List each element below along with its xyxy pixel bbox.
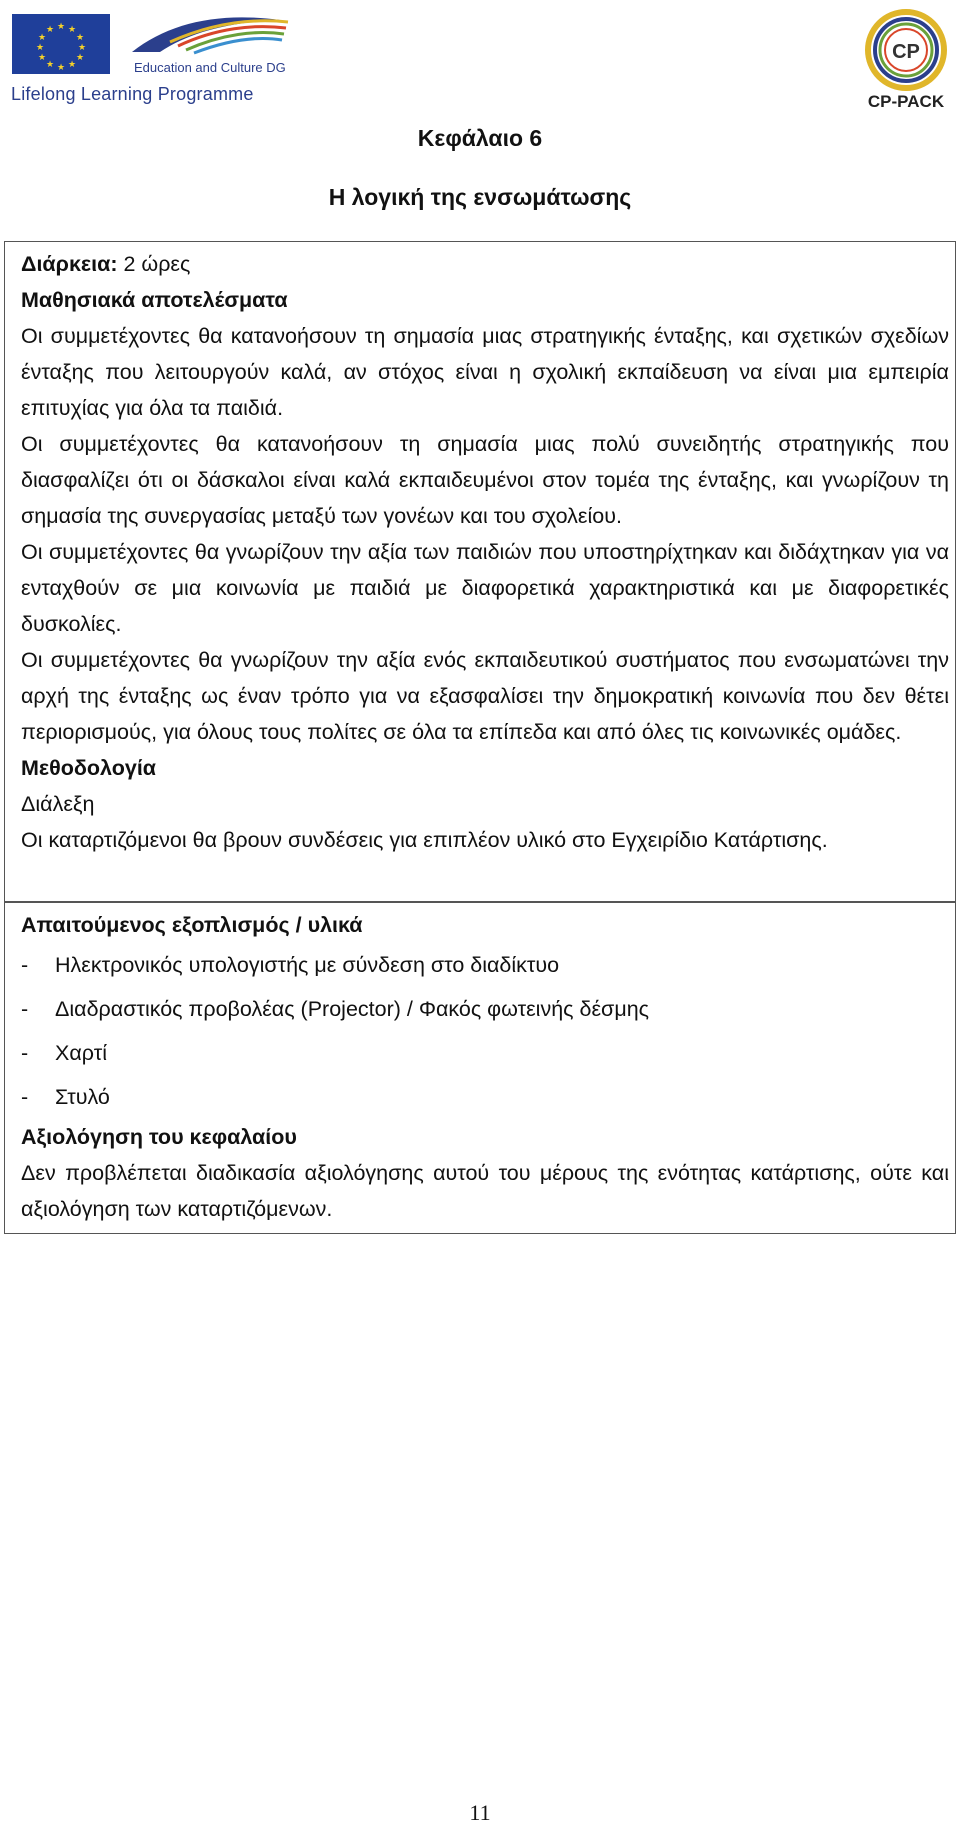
duration-value: 2 ώρες [117,252,191,276]
bullet-dash: - [21,1085,29,1109]
equipment-heading: Απαιτούμενος εξοπλισμός / υλικά [21,913,363,937]
svg-text:★: ★ [35,43,45,53]
duration-label: Διάρκεια: [21,252,118,276]
page-number: 11 [469,1800,491,1825]
methodology-note: Οι καταρτιζόμενοι θα βρουν συνδέσεις για επιπλέον υλικό στο Εγχειρίδιο Κατάρτισης. [21,828,828,852]
svg-text:★: ★ [56,63,66,73]
bullet-dash: - [21,997,29,1021]
svg-text:★: ★ [75,33,85,43]
evaluation-heading: Αξιολόγηση του κεφαλαίου [21,1125,297,1149]
list-item-text: Χαρτί [55,1041,107,1065]
eu-flag-icon [12,14,110,74]
methodology-heading: Μεθοδολογία [21,756,157,780]
cp-pack-emblem-icon [860,8,952,92]
info-cell-2 [21,907,949,1227]
equipment-list [21,943,949,1119]
svg-text:★: ★ [67,60,77,70]
chapter-title: Κεφάλαιο 6 [417,125,543,151]
list-item-text: Διαδραστικός προβολέας (Projector) / Φακός φωτεινής δέσμης [55,997,650,1021]
list-item [21,943,949,987]
svg-text:★: ★ [56,22,66,32]
methodology-method: Διάλεξη [21,792,95,816]
outcome-paragraph: Οι συμμετέχοντες θα γνωρίζουν την αξία των παιδιών που υποστηρίχτηκαν και διδάχτηκαν για να ενταχθούν σε μια κοινωνία με παιδιά με διαφορετικά χαρακτηριστικά και με διαφορετικές δυσκολίες. [21,540,949,636]
svg-text:★: ★ [75,53,85,63]
chapter-info-table-part2 [4,902,956,1234]
list-item [21,1031,949,1075]
chapter-subtitle: Η λογική της ενσωμάτωσης [328,184,632,210]
info-cell-1 [21,246,949,858]
outcome-paragraph: Οι συμμετέχοντες θα κατανοήσουν τη σημασία μιας στρατηγικής ένταξης, και σχετικών σχεδίων ένταξης που λειτουργούν καλά, αν στόχος είναι η σχολική εκπαίδευση να είναι μια εμπειρία επιτυχίας για όλα τα παιδιά. [21,324,949,420]
outcome-paragraph: Οι συμμετέχοντες θα κατανοήσουν τη σημασία μιας πολύ συνειδητής στρατηγικής που διασφαλίζει ότι οι δάσκαλοι είναι καλά εκπαιδευμένοι στον τομέα της ένταξης, και γνωρίζουν τη σημασία της συνεργασίας μεταξύ των γονέων και του σχολείου. [21,432,949,528]
evaluation-text: Δεν προβλέπεται διαδικασία αξιολόγησης αυτού του μέρους της ενότητας κατάρτισης, ούτε και αξιολόγηση των καταρτιζόμενων. [21,1161,949,1221]
chapter-info-table-part1 [4,241,956,902]
list-item [21,987,949,1031]
cp-monogram: CP [892,41,920,63]
svg-text:★: ★ [45,25,55,35]
cp-pack-title: CP-PACK [867,92,945,111]
programme-title: Lifelong Learning Programme [11,84,254,104]
svg-text:★: ★ [37,33,47,43]
list-item-text: Ηλεκτρονικός υπολογιστής με σύνδεση στο διαδίκτυο [55,953,560,977]
svg-text:★: ★ [37,53,47,63]
svg-text:★: ★ [45,60,55,70]
list-item-text: Στυλό [55,1085,110,1109]
bullet-dash: - [21,1041,29,1065]
duration-row [21,246,949,282]
outcomes-heading: Μαθησιακά αποτελέσματα [21,288,288,312]
svg-text:★: ★ [77,43,87,53]
lifelong-learning-logo [10,10,286,106]
outcome-paragraph: Οι συμμετέχοντες θα γνωρίζουν την αξία ενός εκπαιδευτικού συστήματος που ενσωματώνει την αρχή της ένταξης ως έναν τρόπο για να εξασφαλίσει την δημοκρατική κοινωνία που δεν θέτει περιορισμούς, για όλους τους πολίτες σε όλα τα επίπεδα και από όλες τις κοινωνικές ομάδες. [21,648,949,744]
programme-swoosh-icon [130,12,290,56]
list-item [21,1075,949,1119]
svg-text:★: ★ [67,25,77,35]
dg-label: Education and Culture DG [134,60,286,75]
cp-pack-logo [860,8,952,114]
bullet-dash: - [21,953,29,977]
